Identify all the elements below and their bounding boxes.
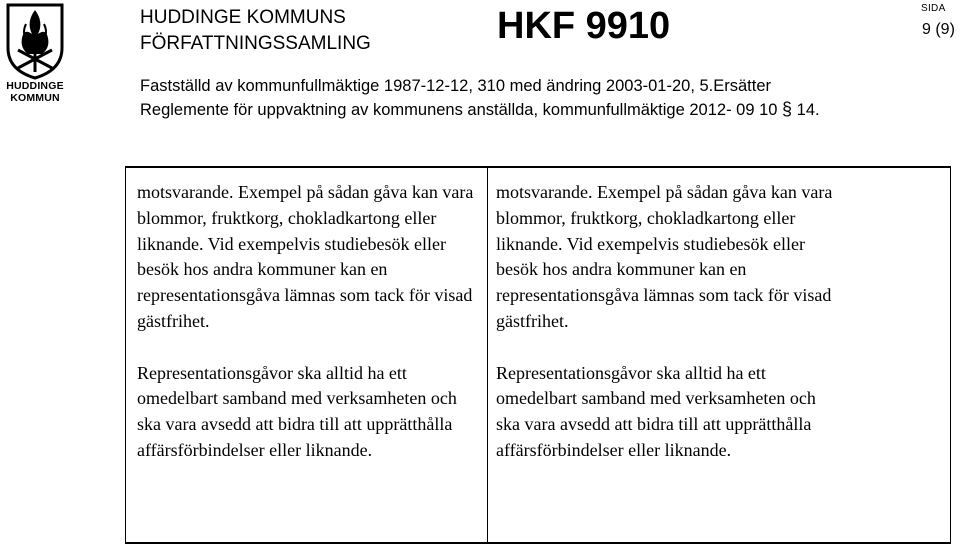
organization-name-line2: FÖRFATTNINGSSAMLING [140, 33, 371, 54]
right-paragraph-2: Representationsgåvor ska alltid ha ett omedelbart samband med verksamheten och ska vara avsedd att bidra till att upprätthålla affärsförbindelser eller liknande. [496, 362, 816, 460]
logo-name-line1: HUDDINGE [6, 80, 64, 92]
logo-name-line2: KOMMUN [10, 92, 60, 104]
adoption-info-line1: Fastställd av kommunfullmäktige 1987-12-12, 310 med ändring 2003-01-20, 5.Ersätter [140, 77, 772, 95]
page-label: SIDA [921, 3, 946, 14]
section-symbol: § [782, 99, 793, 119]
left-paragraph-2: Representationsgåvor ska alltid ha ett omedelbart samband med verksamheten och ska vara avsedd att bidra till att upprätthålla affärsförbindelser eller liknande. [137, 362, 457, 460]
coat-of-arms-icon [4, 2, 66, 80]
right-paragraph-1: motsvarande. Exempel på sådan gåva kan vara blommor, fruktkorg, chokladkartong eller liknande. Vid exempelvis studiebesök eller besök hos andra kommuner kan en representationsgåva lämnas som tack för visad gästfrihet. [496, 182, 833, 331]
adoption-info-line2-end: 14. [796, 101, 820, 119]
adoption-info [140, 75, 820, 122]
municipality-logo [0, 0, 70, 112]
organization-name [140, 5, 371, 57]
organization-name-line1: HUDDINGE KOMMUNS [140, 7, 346, 28]
table-cell-right [496, 180, 841, 464]
adoption-info-line2-text: Reglemente för uppvaktning av kommunens anställda, kommunfullmäktige 2012- 09 10 [140, 101, 778, 119]
document-code: HKF 9910 [497, 5, 671, 47]
column-divider [487, 168, 488, 544]
left-paragraph-1: motsvarande. Exempel på sådan gåva kan vara blommor, fruktkorg, chokladkartong eller liknande. Vid exempelvis studiebesök eller besök hos andra kommuner kan en representationsgåva lämnas som tack för visad gästfrihet. [137, 182, 474, 331]
adoption-info-line2 [140, 98, 820, 122]
table-cell-left [137, 180, 482, 464]
page-number: 9 (9) [922, 21, 955, 38]
